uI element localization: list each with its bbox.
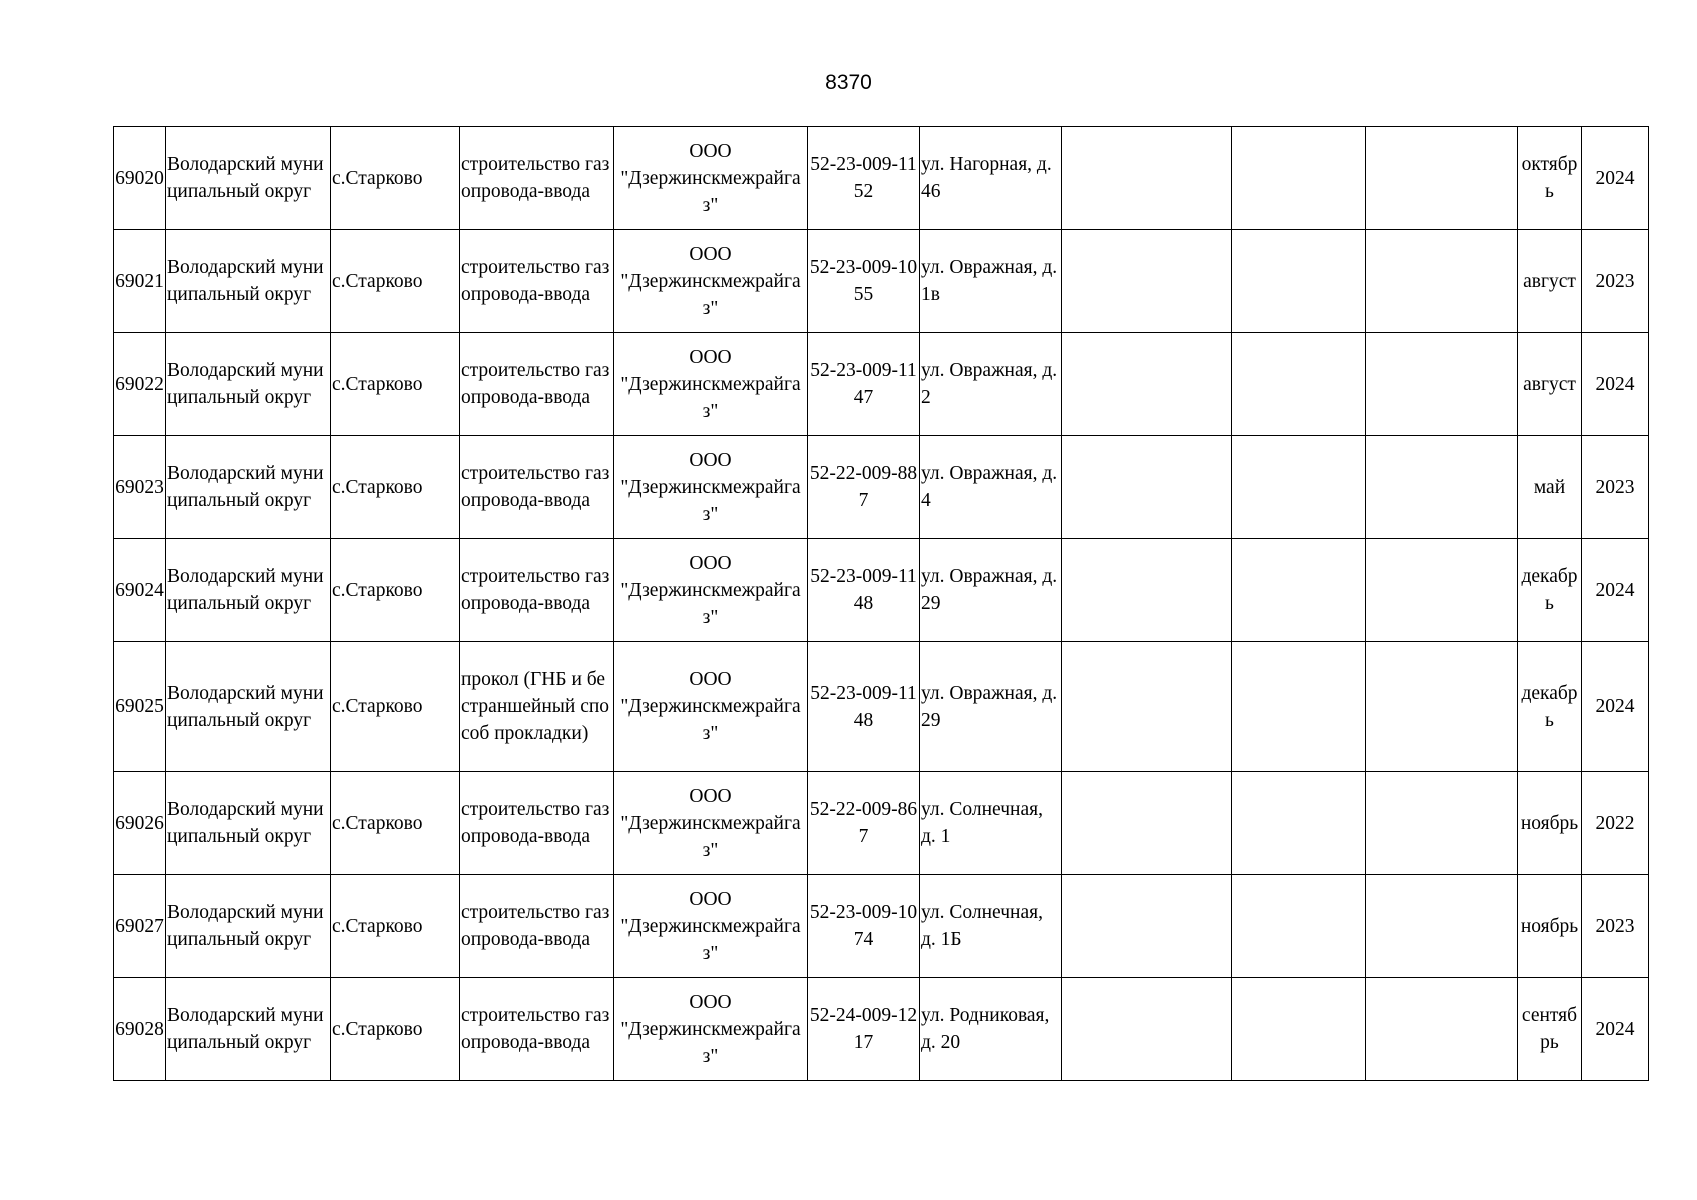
cell-record-number: 69026 — [114, 772, 166, 875]
cell-record-number: 69025 — [114, 642, 166, 772]
organization-name: "Дзержинскмежрайгаз" — [620, 696, 801, 744]
cell-work-type: строительство газопровода-ввода — [460, 436, 614, 539]
cell-empty-1 — [1062, 642, 1232, 772]
cell-application-code: 52-23-009-1074 — [808, 875, 920, 978]
cell-work-type: строительство газопровода-ввода — [460, 875, 614, 978]
cell-work-type: строительство газопровода-ввода — [460, 772, 614, 875]
cell-year: 2024 — [1582, 642, 1649, 772]
cell-empty-3 — [1366, 875, 1518, 978]
table-row — [114, 642, 1649, 772]
cell-year: 2024 — [1582, 978, 1649, 1081]
organization-form: ООО — [689, 140, 732, 162]
cell-application-code: 52-22-009-887 — [808, 436, 920, 539]
cell-year: 2024 — [1582, 127, 1649, 230]
cell-record-number: 69020 — [114, 127, 166, 230]
organization-form: ООО — [689, 991, 732, 1013]
organization-name: "Дзержинскмежрайгаз" — [620, 373, 801, 422]
organization-form: ООО — [689, 449, 732, 471]
cell-empty-3 — [1366, 333, 1518, 436]
cell-work-type: строительство газопровода-ввода — [460, 127, 614, 230]
cell-district: Володарский муниципальный округ — [166, 333, 331, 436]
cell-empty-3 — [1366, 539, 1518, 642]
cell-settlement: с.Старково — [331, 539, 460, 642]
table-row — [114, 333, 1649, 436]
cell-district: Володарский муниципальный округ — [166, 978, 331, 1081]
cell-address: ул. Овражная, д. 1в — [920, 230, 1062, 333]
cell-organization — [614, 333, 808, 436]
cell-address: ул. Овражная, д. 29 — [920, 539, 1062, 642]
cell-empty-1 — [1062, 436, 1232, 539]
cell-application-code: 52-23-009-1148 — [808, 539, 920, 642]
cell-address: ул. Солнечная, д. 1Б — [920, 875, 1062, 978]
cell-empty-1 — [1062, 772, 1232, 875]
cell-district: Володарский муниципальный округ — [166, 875, 331, 978]
cell-record-number: 69021 — [114, 230, 166, 333]
table-row — [114, 539, 1649, 642]
cell-work-type: прокол (ГНБ и бестраншейный способ прокладки) — [460, 642, 614, 772]
cell-record-number: 69024 — [114, 539, 166, 642]
table-row — [114, 772, 1649, 875]
cell-settlement: с.Старково — [331, 436, 460, 539]
cell-work-type: строительство газопровода-ввода — [460, 539, 614, 642]
cell-record-number: 69028 — [114, 978, 166, 1081]
cell-application-code: 52-23-009-1055 — [808, 230, 920, 333]
cell-record-number: 69027 — [114, 875, 166, 978]
cell-empty-1 — [1062, 539, 1232, 642]
cell-empty-3 — [1366, 772, 1518, 875]
organization-name: "Дзержинскмежрайгаз" — [620, 476, 801, 525]
cell-application-code: 52-24-009-1217 — [808, 978, 920, 1081]
cell-address: ул. Овражная, д. 2 — [920, 333, 1062, 436]
table-body — [114, 127, 1649, 1081]
cell-organization — [614, 230, 808, 333]
cell-empty-1 — [1062, 333, 1232, 436]
cell-district: Володарский муниципальный округ — [166, 772, 331, 875]
organization-name: "Дзержинскмежрайгаз" — [620, 167, 801, 216]
page-number: 8370 — [825, 71, 872, 94]
cell-month: август — [1518, 230, 1582, 333]
table-row — [114, 127, 1649, 230]
organization-form: ООО — [689, 669, 732, 690]
cell-empty-2 — [1232, 333, 1366, 436]
cell-empty-3 — [1366, 230, 1518, 333]
cell-work-type: строительство газопровода-ввода — [460, 333, 614, 436]
cell-empty-1 — [1062, 978, 1232, 1081]
cell-empty-2 — [1232, 978, 1366, 1081]
cell-month: декабрь — [1518, 642, 1582, 772]
cell-empty-2 — [1232, 772, 1366, 875]
cell-application-code: 52-23-009-1152 — [808, 127, 920, 230]
cell-empty-3 — [1366, 127, 1518, 230]
cell-settlement: с.Старково — [331, 642, 460, 772]
cell-organization — [614, 772, 808, 875]
cell-district: Володарский муниципальный округ — [166, 642, 331, 772]
cell-empty-1 — [1062, 127, 1232, 230]
cell-year: 2022 — [1582, 772, 1649, 875]
cell-address: ул. Нагорная, д. 46 — [920, 127, 1062, 230]
organization-name: "Дзержинскмежрайгаз" — [620, 915, 801, 964]
organization-name: "Дзержинскмежрайгаз" — [620, 812, 801, 861]
cell-district: Володарский муниципальный округ — [166, 436, 331, 539]
cell-organization — [614, 127, 808, 230]
cell-organization — [614, 978, 808, 1081]
cell-settlement: с.Старково — [331, 875, 460, 978]
cell-district: Володарский муниципальный округ — [166, 230, 331, 333]
cell-application-code: 52-23-009-1147 — [808, 333, 920, 436]
cell-empty-1 — [1062, 230, 1232, 333]
cell-empty-3 — [1366, 642, 1518, 772]
cell-organization — [614, 875, 808, 978]
cell-settlement: с.Старково — [331, 978, 460, 1081]
cell-year: 2024 — [1582, 539, 1649, 642]
cell-organization — [614, 642, 808, 772]
cell-settlement: с.Старково — [331, 333, 460, 436]
cell-empty-2 — [1232, 127, 1366, 230]
cell-settlement: с.Старково — [331, 230, 460, 333]
cell-settlement: с.Старково — [331, 772, 460, 875]
cell-district: Володарский муниципальный округ — [166, 539, 331, 642]
cell-address: ул. Родниковая, д. 20 — [920, 978, 1062, 1081]
organization-form: ООО — [689, 888, 732, 910]
table-row — [114, 230, 1649, 333]
organization-name: "Дзержинскмежрайгаз" — [620, 270, 801, 319]
organization-form: ООО — [689, 552, 732, 574]
organization-form: ООО — [689, 785, 732, 807]
cell-empty-1 — [1062, 875, 1232, 978]
cell-year: 2024 — [1582, 333, 1649, 436]
cell-month: август — [1518, 333, 1582, 436]
cell-year: 2023 — [1582, 436, 1649, 539]
cell-record-number: 69022 — [114, 333, 166, 436]
table-row — [114, 875, 1649, 978]
table-row — [114, 436, 1649, 539]
cell-month: декабрь — [1518, 539, 1582, 642]
cell-year: 2023 — [1582, 230, 1649, 333]
gas-connection-table — [113, 126, 1649, 1081]
cell-empty-2 — [1232, 436, 1366, 539]
cell-empty-2 — [1232, 875, 1366, 978]
cell-month: ноябрь — [1518, 772, 1582, 875]
organization-name: "Дзержинскмежрайгаз" — [620, 579, 801, 628]
cell-organization — [614, 436, 808, 539]
cell-address: ул. Солнечная, д. 1 — [920, 772, 1062, 875]
cell-month: октябрь — [1518, 127, 1582, 230]
cell-empty-3 — [1366, 436, 1518, 539]
cell-record-number: 69023 — [114, 436, 166, 539]
cell-year: 2023 — [1582, 875, 1649, 978]
cell-address: ул. Овражная, д. 4 — [920, 436, 1062, 539]
table-row — [114, 978, 1649, 1081]
organization-form: ООО — [689, 346, 732, 368]
cell-empty-2 — [1232, 642, 1366, 772]
cell-month: ноябрь — [1518, 875, 1582, 978]
cell-work-type: строительство газопровода-ввода — [460, 230, 614, 333]
cell-month: май — [1518, 436, 1582, 539]
cell-application-code: 52-23-009-1148 — [808, 642, 920, 772]
cell-district: Володарский муниципальный округ — [166, 127, 331, 230]
cell-empty-2 — [1232, 230, 1366, 333]
cell-month: сентябрь — [1518, 978, 1582, 1081]
organization-name: "Дзержинскмежрайгаз" — [620, 1018, 801, 1067]
cell-organization — [614, 539, 808, 642]
cell-empty-2 — [1232, 539, 1366, 642]
organization-form: ООО — [689, 243, 732, 265]
cell-work-type: строительство газопровода-ввода — [460, 978, 614, 1081]
cell-settlement: с.Старково — [331, 127, 460, 230]
cell-address: ул. Овражная, д. 29 — [920, 642, 1062, 772]
cell-empty-3 — [1366, 978, 1518, 1081]
cell-application-code: 52-22-009-867 — [808, 772, 920, 875]
